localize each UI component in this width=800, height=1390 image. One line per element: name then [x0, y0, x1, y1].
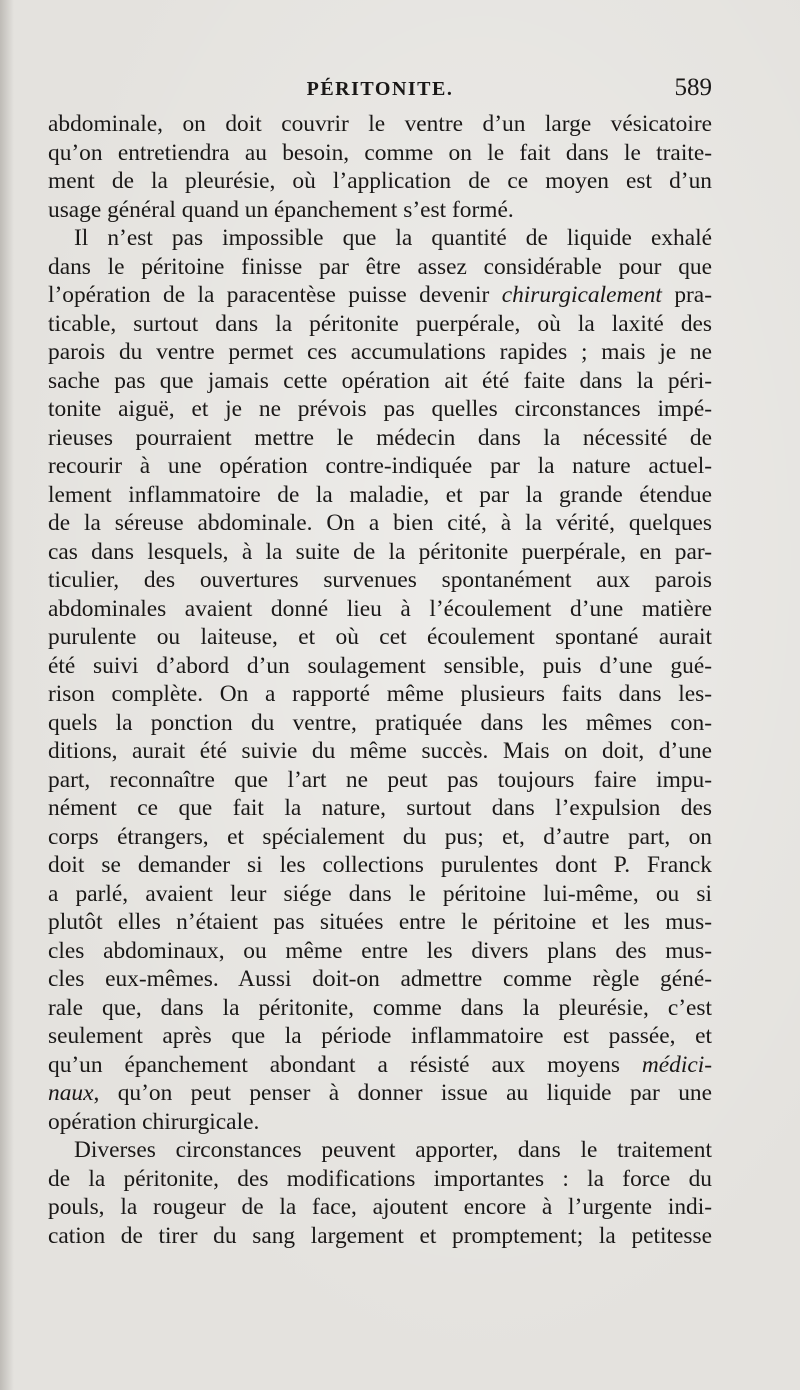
page-number: 589 [674, 74, 712, 101]
text-line: qu’on entretiendra au besoin, comme on le fait dans le traite- [48, 139, 712, 166]
text-line: opération chirurgicale. [48, 1108, 260, 1135]
text-line: ticulier, des ouvertures survenues spontanément aux parois [48, 567, 712, 593]
text-line: dans le péritoine finisse par être assez considérable pour que [48, 253, 712, 280]
text-line: a parlé, avaient leur siége dans le péritoine lui-même, ou si [48, 880, 712, 907]
text-line: rale que, dans la péritonite, comme dans la pleurésie, c’est [48, 994, 712, 1021]
text-line: usage général quand un épanchement s’est formé. [48, 196, 514, 223]
text-line: été suivi d’abord d’un soulagement sensible, puis d’une gué- [48, 652, 712, 679]
text-line: parois du ventre permet ces accumulations rapides ; mais je ne [48, 339, 712, 365]
text-line: cas dans lesquels, à la suite de la péritonite puerpérale, en par- [48, 538, 712, 565]
text-line: cles abdominaux, ou même entre les divers plans des mus- [48, 937, 712, 964]
text-line: abdominale, on doit couvrir le ventre d’un large vésicatoire [48, 111, 712, 137]
text-line: corps étrangers, et spécialement du pus; et, d’autre part, on [48, 823, 712, 850]
text-line [48, 281, 712, 310]
italic-term: chirurgicalement [501, 282, 662, 308]
text-line: lement inflammatoire de la maladie, et par la grande étendue [48, 481, 712, 508]
text-line: sache pas que jamais cette opération ait été faite dans la péri- [48, 367, 712, 394]
text-line [48, 1051, 712, 1080]
line-segment: l’opération de la paracentèse puisse devenir [48, 282, 502, 308]
text-line: Diverses circonstances peuvent apporter, dans le traitement [74, 1137, 712, 1163]
text-line: Il n’est pas impossible que la quantité de liquide exhalé [74, 225, 712, 251]
text-line: cation de tirer du sang largement et promptement; la petitesse [48, 1222, 712, 1249]
body-text [48, 110, 712, 1250]
text-line: nément ce que fait la nature, surtout dans l’expulsion des [48, 795, 712, 821]
text-line [48, 1079, 712, 1108]
line-segment: pra- [661, 282, 712, 308]
text-line: ditions, aurait été suivie du même succès. Mais on doit, d’une [48, 738, 712, 764]
text-line: recourir à une opération contre-indiquée par la nature actuel- [48, 453, 712, 479]
text-line: doit se demander si les collections purulentes dont P. Franck [48, 852, 712, 878]
text-line: rison complète. On a rapporté même plusieurs faits dans les- [48, 681, 712, 707]
line-segment: , qu’on peut penser à donner issue au liquide par une [93, 1080, 712, 1106]
running-head-title: PÉRITONITE. [306, 78, 454, 100]
text-line: tonite aiguë, et je ne prévois pas quelles circonstances impé- [48, 396, 712, 422]
italic-term: naux [48, 1080, 94, 1106]
text-line: rieuses pourraient mettre le médecin dans la nécessité de [48, 424, 712, 451]
text-line: seulement après que la période inflammatoire est passée, et [48, 1023, 712, 1049]
text-line: cles eux-mêmes. Aussi doit-on admettre comme règle géné- [48, 966, 712, 992]
text-line: ment de la pleurésie, où l’application de ce moyen est d’un [48, 168, 712, 194]
running-head [48, 74, 712, 104]
text-line: purulente ou laiteuse, et où cet écoulement spontané aurait [48, 624, 712, 650]
text-line: ticable, surtout dans la péritonite puerpérale, où la laxité des [48, 310, 712, 337]
italic-term: médici- [641, 1051, 712, 1078]
line-segment: qu’un épanchement abondant a résisté aux moyens [48, 1051, 642, 1078]
text-line: de la péritonite, des modifications importantes : la force du [48, 1165, 712, 1192]
binding-shadow [0, 0, 14, 1390]
text-line: abdominales avaient donné lieu à l’écoulement d’une matière [48, 595, 712, 622]
text-line: de la séreuse abdominale. On a bien cité, à la vérité, quelques [48, 510, 712, 536]
text-line: pouls, la rougeur de la face, ajoutent encore à l’urgente indi- [48, 1194, 712, 1220]
text-line: plutôt elles n’étaient pas situées entre le péritoine et les mus- [48, 909, 712, 935]
text-line: quels la ponction du ventre, pratiquée dans les mêmes con- [48, 709, 712, 736]
text-line: part, reconnaître que l’art ne peut pas toujours faire impu- [48, 766, 712, 793]
